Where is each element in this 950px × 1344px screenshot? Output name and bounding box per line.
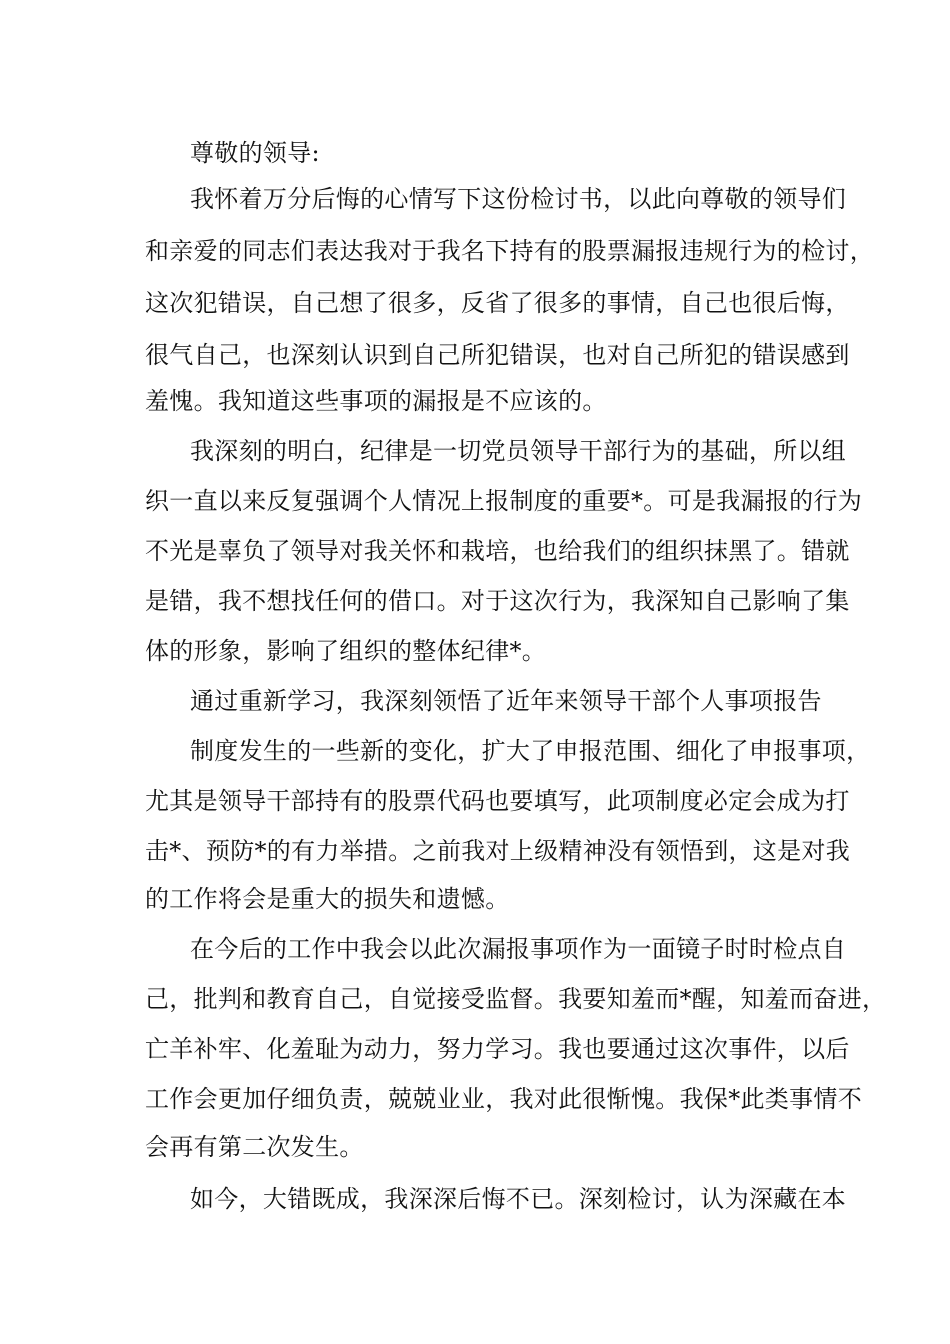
text-line: 击*、预防*的有力举措。之前我对上级精神没有领悟到，这是对我 (145, 837, 850, 865)
text-line: 尤其是领导干部持有的股票代码也要填写，此项制度必定会成为打 (145, 787, 850, 815)
text-line: 是错，我不想找任何的借口。对于这次行为，我深知自己影响了集 (145, 587, 850, 615)
text-line: 在今后的工作中我会以此次漏报事项作为一面镜子时时检点自 (190, 935, 847, 963)
text-line: 体的形象，影响了组织的整体纪律*。 (145, 637, 547, 665)
text-line: 我深刻的明白，纪律是一切党员领导干部行为的基础，所以组 (190, 437, 847, 465)
text-line: 织一直以来反复强调个人情况上报制度的重要*。可是我漏报的行为 (145, 487, 862, 515)
text-line: 通过重新学习，我深刻领悟了近年来领导干部个人事项报告 (190, 687, 822, 715)
text-line: 和亲爱的同志们表达我对于我名下持有的股票漏报违规行为的检讨， (145, 237, 874, 265)
text-line: 的工作将会是重大的损失和遗憾。 (145, 885, 510, 913)
text-line: 会再有第二次发生。 (145, 1133, 364, 1161)
text-line: 这次犯错误，自己想了很多，反省了很多的事情，自己也很后悔， (145, 289, 850, 317)
text-line: 我怀着万分后悔的心情写下这份检讨书，以此向尊敬的领导们 (190, 185, 847, 213)
text-line: 工作会更加仔细负责，兢兢业业，我对此很惭愧。我保*此类事情不 (145, 1085, 862, 1113)
text-line: 己，批判和教育自己，自觉接受监督。我要知羞而*醒，知羞而奋进， (145, 985, 887, 1013)
text-line: 制度发生的一些新的变化，扩大了申报范围、细化了申报事项， (190, 737, 871, 765)
text-line: 不光是辜负了领导对我关怀和栽培，也给我们的组织抹黑了。错就 (145, 537, 850, 565)
text-line: 亡羊补牢、化羞耻为动力，努力学习。我也要通过这次事件，以后 (145, 1035, 850, 1063)
text-line: 羞愧。我知道这些事项的漏报是不应该的。 (145, 387, 607, 415)
text-line: 很气自己，也深刻认识到自己所犯错误，也对自己所犯的错误感到 (145, 341, 850, 369)
salutation: 尊敬的领导: (190, 139, 320, 167)
text-line: 如今，大错既成，我深深后悔不已。深刻检讨，认为深藏在本 (190, 1185, 847, 1213)
